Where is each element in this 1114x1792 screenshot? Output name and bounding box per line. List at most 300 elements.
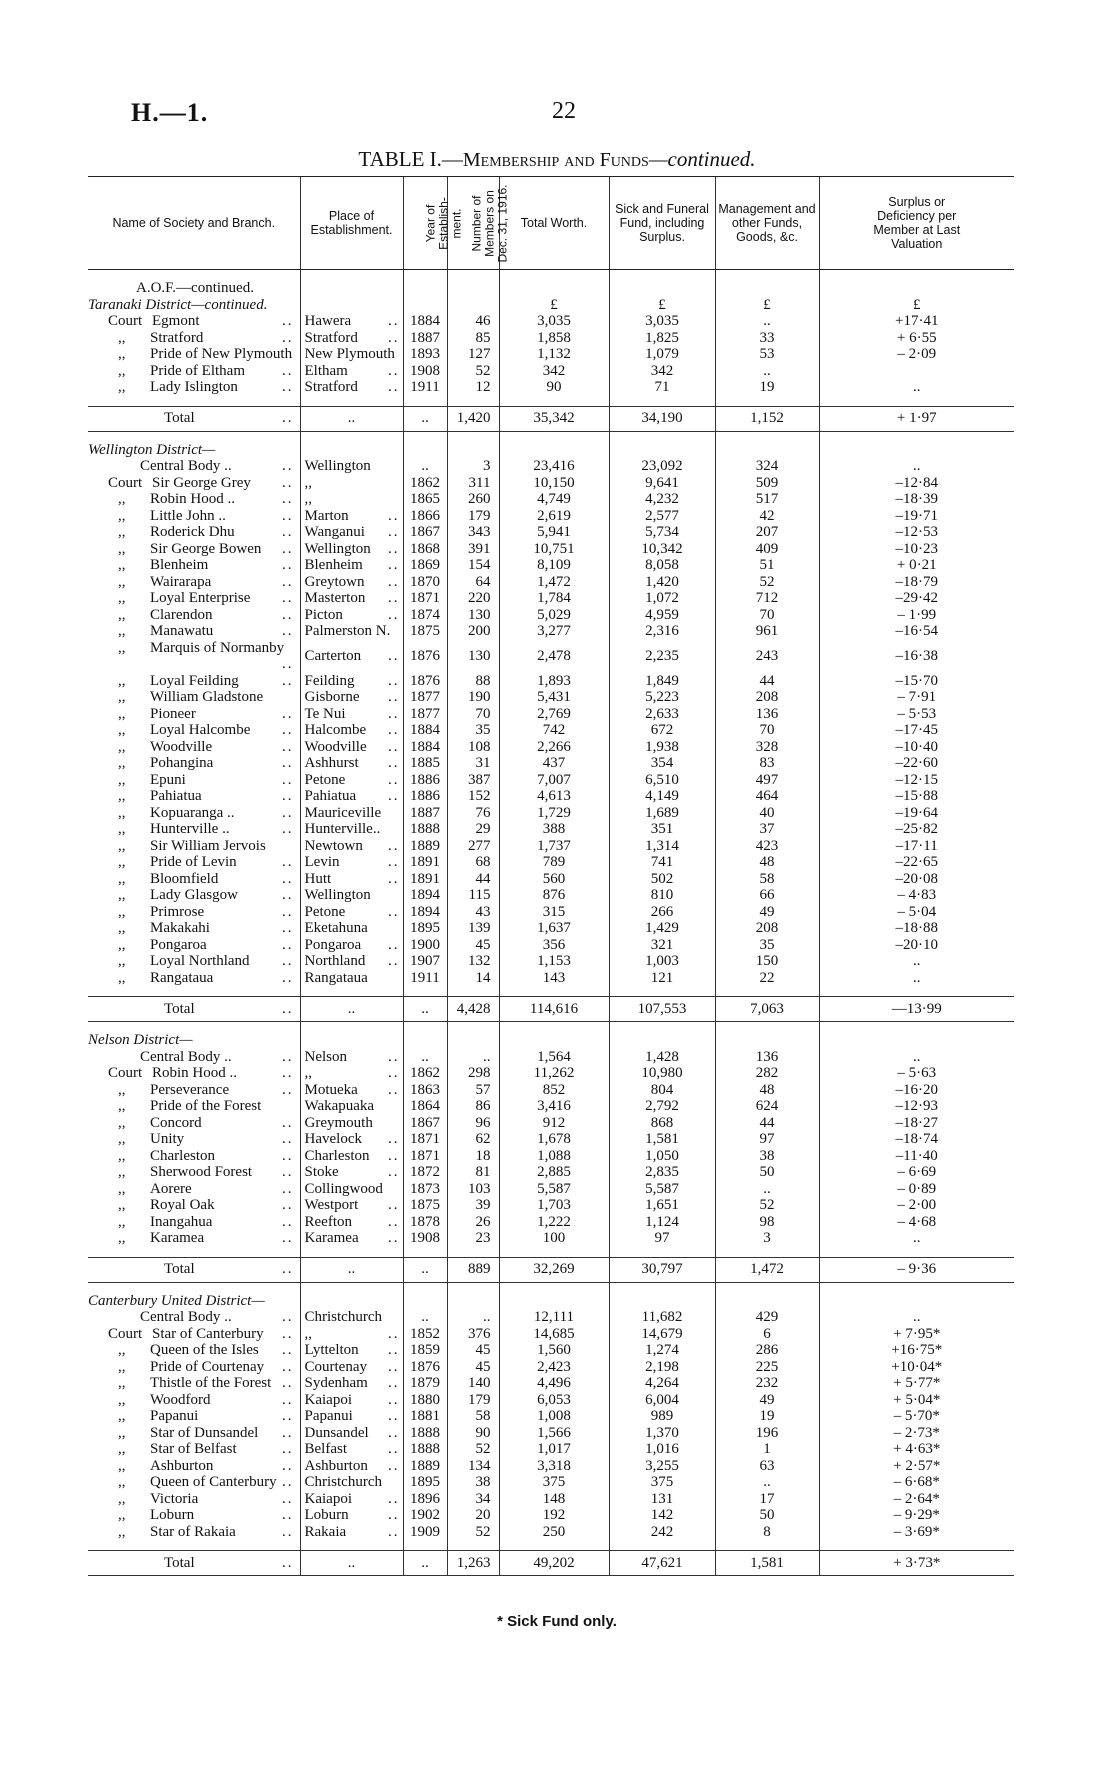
empty-cell xyxy=(300,270,403,281)
place-name: Kaiapoi xyxy=(304,1391,352,1408)
year-cell: 1908 xyxy=(403,1230,447,1247)
management-fund-cell: 70 xyxy=(715,722,819,739)
members-cell: 387 xyxy=(447,772,499,789)
empty-cell xyxy=(300,442,403,459)
empty-cell xyxy=(403,1540,447,1551)
leader-dots: .. xyxy=(282,1180,294,1197)
place-name: Petone xyxy=(304,903,346,920)
management-fund-cell: 208 xyxy=(715,920,819,937)
place-cell xyxy=(300,1181,403,1198)
surplus-cell: –15·70 xyxy=(819,673,1014,690)
branch-name: William Gladstone xyxy=(150,689,264,705)
total-worth-cell: 1,858 xyxy=(499,330,609,347)
management-fund-cell: 232 xyxy=(715,1375,819,1392)
members-cell: 68 xyxy=(447,854,499,871)
sick-fund-cell: 4,232 xyxy=(609,491,715,508)
total-worth-cell: 1,560 xyxy=(499,1342,609,1359)
table-row xyxy=(88,887,1014,904)
place-cell xyxy=(300,821,403,838)
leader-dots: .. xyxy=(282,821,294,837)
table-row xyxy=(88,491,1014,508)
surplus-cell: –17·11 xyxy=(819,838,1014,855)
place-cell xyxy=(300,755,403,772)
place-cell xyxy=(300,1049,403,1066)
branch-name-cell xyxy=(88,1115,300,1132)
year-cell: 1888 xyxy=(403,1441,447,1458)
table-row xyxy=(88,706,1014,723)
year-cell: 1886 xyxy=(403,772,447,789)
surplus-cell: + 4·63* xyxy=(819,1441,1014,1458)
branch-name-cell xyxy=(88,508,300,525)
surplus-cell: – 0·89 xyxy=(819,1181,1014,1198)
place-name: Loburn xyxy=(304,1507,349,1523)
branch-prefix: ,, xyxy=(118,920,126,936)
total-worth-cell: 3,416 xyxy=(499,1098,609,1115)
table-row xyxy=(88,689,1014,706)
branch-name-cell xyxy=(88,458,300,475)
place-name: Dunsandel xyxy=(304,1424,369,1441)
branch-prefix: ,, xyxy=(118,936,126,953)
branch-prefix: ,, xyxy=(118,1213,126,1230)
branch-prefix: ,, xyxy=(118,837,126,854)
surplus-cell: + 2·57* xyxy=(819,1458,1014,1475)
empty-cell xyxy=(447,1247,499,1258)
empty-cell xyxy=(499,431,609,442)
empty-cell xyxy=(447,270,499,281)
management-fund-cell: 409 xyxy=(715,541,819,558)
branch-name: Rangataua xyxy=(150,969,214,986)
place-name: Lyttelton xyxy=(304,1342,359,1358)
management-fund-cell: 3 xyxy=(715,1230,819,1247)
total-label: Total xyxy=(164,1261,195,1278)
members-cell: 179 xyxy=(447,508,499,525)
total-label: Total xyxy=(164,410,195,427)
total-year-cell: .. xyxy=(403,406,447,431)
leader-dots: .. xyxy=(282,1408,294,1424)
leader-dots: .. xyxy=(282,705,294,722)
branch-name: Lady Glasgow xyxy=(150,887,238,903)
surplus-cell: .. xyxy=(819,379,1014,396)
total-label: Total xyxy=(164,1554,195,1571)
table-row xyxy=(88,871,1014,888)
sick-fund-cell: 2,792 xyxy=(609,1098,715,1115)
branch-prefix: ,, xyxy=(118,491,126,507)
leader-dots: .. xyxy=(282,1391,294,1408)
surplus-cell: – 6·69 xyxy=(819,1164,1014,1181)
place-name: Feilding xyxy=(304,672,355,689)
section-heading: A.O.F.—continued. xyxy=(136,280,254,296)
management-fund-cell: 42 xyxy=(715,508,819,525)
branch-prefix: ,, xyxy=(118,1164,126,1180)
management-fund-cell: 429 xyxy=(715,1309,819,1326)
empty-cell xyxy=(715,442,819,459)
total-year-cell: .. xyxy=(403,1551,447,1576)
empty-cell xyxy=(403,297,447,314)
members-cell: 298 xyxy=(447,1065,499,1082)
surplus-cell: –22·65 xyxy=(819,854,1014,871)
place-cell xyxy=(300,1342,403,1359)
branch-name: Loyal Enterprise xyxy=(150,590,251,606)
table-row xyxy=(88,623,1014,640)
surplus-cell: .. xyxy=(819,970,1014,987)
table-row xyxy=(88,1408,1014,1425)
table-title-main: Membership and Funds xyxy=(462,149,649,171)
empty-cell xyxy=(819,986,1014,997)
branch-name: Makakahi xyxy=(150,920,210,936)
members-cell: 12 xyxy=(447,379,499,396)
year-cell: 1875 xyxy=(403,1197,447,1214)
place-name: Te Nui xyxy=(304,705,346,722)
management-fund-cell: 49 xyxy=(715,1392,819,1409)
branch-name-cell xyxy=(88,313,300,330)
branch-name: Clarendon xyxy=(150,606,213,623)
place-cell xyxy=(300,1458,403,1475)
empty-cell xyxy=(819,1540,1014,1551)
place-cell xyxy=(300,330,403,347)
col-header-worth: Total Worth. xyxy=(499,177,609,270)
surplus-cell: –16·20 xyxy=(819,1082,1014,1099)
total-year-cell: .. xyxy=(403,997,447,1022)
leader-dots: .. xyxy=(282,1261,294,1278)
branch-name-cell xyxy=(88,1230,300,1247)
leader-dots: .. xyxy=(282,623,294,639)
members-cell: 31 xyxy=(447,755,499,772)
place-cell xyxy=(300,1230,403,1247)
year-cell: 1888 xyxy=(403,1425,447,1442)
sick-fund-cell: 1,429 xyxy=(609,920,715,937)
table-row xyxy=(88,1441,1014,1458)
year-cell: 1902 xyxy=(403,1507,447,1524)
year-cell: 1863 xyxy=(403,1082,447,1099)
branch-name-cell xyxy=(88,871,300,888)
leader-dots: .. xyxy=(388,1147,400,1164)
total-worth-cell: 375 xyxy=(499,1474,609,1491)
leader-dots: .. xyxy=(282,804,294,821)
table-row xyxy=(88,1082,1014,1099)
management-fund-cell: 423 xyxy=(715,838,819,855)
members-cell: 35 xyxy=(447,722,499,739)
surplus-cell: +17·41 xyxy=(819,313,1014,330)
management-fund-cell: 328 xyxy=(715,739,819,756)
members-cell: 86 xyxy=(447,1098,499,1115)
year-cell: .. xyxy=(403,1309,447,1326)
branch-name-cell xyxy=(88,805,300,822)
year-cell: 1865 xyxy=(403,491,447,508)
sick-fund-cell: 2,235 xyxy=(609,640,715,673)
membership-funds-table xyxy=(88,176,1014,1576)
members-cell: 130 xyxy=(447,640,499,673)
leader-dots: .. xyxy=(388,837,400,854)
branch-name-cell xyxy=(88,590,300,607)
section-heading-row xyxy=(88,442,1014,459)
place-cell xyxy=(300,1507,403,1524)
members-cell: 190 xyxy=(447,689,499,706)
branch-name: Marquis of Normanby xyxy=(150,639,285,656)
branch-name: Central Body .. xyxy=(140,458,232,474)
management-fund-cell: 52 xyxy=(715,1197,819,1214)
col-header-mgmt: Management and other Funds, Goods, &c. xyxy=(715,177,819,270)
leader-dots: .. xyxy=(282,920,294,936)
total-year-cell: .. xyxy=(403,1257,447,1282)
empty-cell xyxy=(715,431,819,442)
branch-prefix: ,, xyxy=(118,1197,126,1213)
sick-fund-cell: 71 xyxy=(609,379,715,396)
members-cell: 154 xyxy=(447,557,499,574)
place-name: Kaiapoi xyxy=(304,1490,352,1507)
leader-dots: .. xyxy=(388,1164,400,1180)
leader-dots: .. xyxy=(388,1375,400,1391)
surplus-cell: – 2·73* xyxy=(819,1425,1014,1442)
empty-cell xyxy=(403,280,447,297)
surplus-cell: – 2·09 xyxy=(819,346,1014,363)
place-cell xyxy=(300,1148,403,1165)
branch-name: Pride of the Forest xyxy=(150,1098,262,1114)
total-worth-cell: 90 xyxy=(499,379,609,396)
branch-prefix: Court xyxy=(108,474,143,491)
members-cell: 29 xyxy=(447,821,499,838)
leader-dots: .. xyxy=(388,1391,400,1408)
empty-cell xyxy=(609,396,715,407)
empty-cell xyxy=(300,986,403,997)
branch-prefix: ,, xyxy=(118,953,126,969)
total-worth-cell: 1,678 xyxy=(499,1131,609,1148)
leader-dots: .. xyxy=(388,313,400,329)
table-row xyxy=(88,508,1014,525)
branch-prefix: ,, xyxy=(118,1523,126,1540)
branch-prefix: ,, xyxy=(118,606,126,623)
year-cell: 1872 xyxy=(403,1164,447,1181)
table-row xyxy=(88,1507,1014,1524)
sick-fund-cell: 741 xyxy=(609,854,715,871)
place-cell xyxy=(300,904,403,921)
empty-cell xyxy=(819,442,1014,459)
management-fund-cell: 961 xyxy=(715,623,819,640)
table-row xyxy=(88,1359,1014,1376)
branch-prefix: ,, xyxy=(118,1441,126,1457)
table-row xyxy=(88,1392,1014,1409)
year-cell: 1884 xyxy=(403,739,447,756)
sick-fund-cell: 1,938 xyxy=(609,739,715,756)
sick-fund-cell: 342 xyxy=(609,363,715,380)
branch-name-cell xyxy=(88,1458,300,1475)
leader-dots: .. xyxy=(282,1213,294,1230)
branch-name: Pongaroa xyxy=(150,936,207,953)
leader-dots: .. xyxy=(282,379,294,395)
sick-fund-cell: 810 xyxy=(609,887,715,904)
sick-fund-cell: 6,004 xyxy=(609,1392,715,1409)
sick-fund-cell: 10,342 xyxy=(609,541,715,558)
members-cell: 45 xyxy=(447,937,499,954)
management-fund-cell: 38 xyxy=(715,1148,819,1165)
branch-name-cell xyxy=(88,1197,300,1214)
leader-dots: .. xyxy=(388,1197,400,1213)
members-cell: 44 xyxy=(447,871,499,888)
year-cell: 1876 xyxy=(403,640,447,673)
management-fund-cell: 19 xyxy=(715,1408,819,1425)
empty-cell xyxy=(499,1282,609,1293)
management-fund-cell: 17 xyxy=(715,1491,819,1508)
sick-fund-cell: 3,255 xyxy=(609,1458,715,1475)
place-name: Papanui xyxy=(304,1408,353,1424)
year-cell: 1894 xyxy=(403,887,447,904)
management-fund-cell: 58 xyxy=(715,871,819,888)
branch-name: Primrose xyxy=(150,903,205,920)
surplus-cell: – 7·91 xyxy=(819,689,1014,706)
management-fund-cell: 48 xyxy=(715,1082,819,1099)
place-name: Charleston xyxy=(304,1147,370,1164)
management-fund-cell: 497 xyxy=(715,772,819,789)
management-fund-cell: 63 xyxy=(715,1458,819,1475)
sick-fund-cell: 1,050 xyxy=(609,1148,715,1165)
empty-cell xyxy=(609,1540,715,1551)
year-cell: 1900 xyxy=(403,937,447,954)
total-worth-cell: 250 xyxy=(499,1524,609,1541)
total-worth-cell: 100 xyxy=(499,1230,609,1247)
place-name: Courtenay xyxy=(304,1358,367,1375)
total-worth-cell: 10,751 xyxy=(499,541,609,558)
sick-fund-cell: 1,428 xyxy=(609,1049,715,1066)
sick-fund-cell: 804 xyxy=(609,1082,715,1099)
total-worth-cell: 35,342 xyxy=(499,406,609,431)
table-row xyxy=(88,904,1014,921)
management-fund-cell: 70 xyxy=(715,607,819,624)
spacer-row xyxy=(88,396,1014,407)
surplus-cell: –10·23 xyxy=(819,541,1014,558)
branch-name-cell xyxy=(88,1392,300,1409)
branch-name-cell xyxy=(88,1441,300,1458)
table-row xyxy=(88,1197,1014,1214)
table-title xyxy=(0,147,1114,172)
year-cell: 1880 xyxy=(403,1392,447,1409)
total-worth-cell: 388 xyxy=(499,821,609,838)
branch-name: Sir George Grey xyxy=(152,474,251,491)
sick-fund-cell: 121 xyxy=(609,970,715,987)
empty-cell xyxy=(88,1247,300,1258)
surplus-cell: –29·42 xyxy=(819,590,1014,607)
total-surplus-cell: + 1·97 xyxy=(819,406,1014,431)
branch-prefix: ,, xyxy=(118,1114,126,1131)
leader-dots: .. xyxy=(282,870,294,887)
total-worth-cell: 2,266 xyxy=(499,739,609,756)
year-cell: 1909 xyxy=(403,1524,447,1541)
members-cell: 76 xyxy=(447,805,499,822)
total-worth-cell: 1,017 xyxy=(499,1441,609,1458)
branch-name-cell xyxy=(88,937,300,954)
sick-fund-cell: 2,633 xyxy=(609,706,715,723)
total-worth-cell: 1,088 xyxy=(499,1148,609,1165)
surplus-cell: – 5·53 xyxy=(819,706,1014,723)
leader-dots: .. xyxy=(282,903,294,920)
leader-dots: .. xyxy=(282,722,294,738)
pound-sign: £ xyxy=(609,297,715,314)
empty-cell xyxy=(300,280,403,297)
management-fund-cell: 282 xyxy=(715,1065,819,1082)
spacer-row xyxy=(88,1540,1014,1551)
place-name: Collingwood xyxy=(304,1180,383,1197)
place-name: Wellington xyxy=(304,540,371,557)
members-cell: 18 xyxy=(447,1148,499,1165)
total-worth-cell: 1,566 xyxy=(499,1425,609,1442)
empty-cell xyxy=(499,1022,609,1033)
sick-fund-cell: 6,510 xyxy=(609,772,715,789)
empty-cell xyxy=(819,1282,1014,1293)
branch-prefix: ,, xyxy=(118,1180,126,1197)
year-cell: 1891 xyxy=(403,871,447,888)
empty-cell xyxy=(300,1032,403,1049)
branch-prefix: ,, xyxy=(118,623,126,639)
empty-cell xyxy=(499,1540,609,1551)
surplus-cell: –15·88 xyxy=(819,788,1014,805)
place-cell xyxy=(300,458,403,475)
table-row xyxy=(88,937,1014,954)
branch-name-cell xyxy=(88,1507,300,1524)
branch-name-cell xyxy=(88,673,300,690)
leader-dots: .. xyxy=(388,722,400,738)
empty-cell xyxy=(403,270,447,281)
table-row xyxy=(88,755,1014,772)
empty-cell xyxy=(819,431,1014,442)
branch-prefix: ,, xyxy=(118,346,126,362)
leader-dots: .. xyxy=(388,705,400,722)
table-row xyxy=(88,970,1014,987)
place-cell xyxy=(300,1392,403,1409)
members-cell: 140 xyxy=(447,1375,499,1392)
year-cell: 1911 xyxy=(403,379,447,396)
management-fund-cell: 136 xyxy=(715,1049,819,1066)
place-name: Wellington xyxy=(304,887,371,903)
members-cell: 62 xyxy=(447,1131,499,1148)
leader-dots: .. xyxy=(282,507,294,524)
place-name: Rakaia xyxy=(304,1523,347,1540)
leader-dots: .. xyxy=(282,656,294,672)
total-worth-cell: 23,416 xyxy=(499,458,609,475)
branch-name-cell xyxy=(88,953,300,970)
sick-fund-cell: 4,149 xyxy=(609,788,715,805)
sick-fund-cell: 3,035 xyxy=(609,313,715,330)
table-row xyxy=(88,590,1014,607)
surplus-cell: – 1·99 xyxy=(819,607,1014,624)
management-fund-cell: .. xyxy=(715,1474,819,1491)
leader-dots: .. xyxy=(282,313,294,329)
year-cell: 1885 xyxy=(403,755,447,772)
total-surplus-cell: + 3·73* xyxy=(819,1551,1014,1576)
empty-cell xyxy=(715,1282,819,1293)
branch-name-cell xyxy=(88,854,300,871)
place-cell xyxy=(300,1408,403,1425)
members-cell: 127 xyxy=(447,346,499,363)
total-worth-cell: 6,053 xyxy=(499,1392,609,1409)
branch-name: Ashburton xyxy=(150,1457,214,1474)
leader-dots: .. xyxy=(282,771,294,788)
table-row xyxy=(88,838,1014,855)
leader-dots: .. xyxy=(282,1490,294,1507)
table-row xyxy=(88,854,1014,871)
sick-fund-cell: 97 xyxy=(609,1230,715,1247)
sick-fund-cell: 5,734 xyxy=(609,524,715,541)
year-cell: 1907 xyxy=(403,953,447,970)
surplus-cell: + 5·04* xyxy=(819,1392,1014,1409)
col-header-year-text: Year of Establish-ment. xyxy=(423,196,463,250)
total-worth-cell: 356 xyxy=(499,937,609,954)
total-members-cell: 4,428 xyxy=(447,997,499,1022)
year-cell: 1875 xyxy=(403,623,447,640)
management-fund-cell: 207 xyxy=(715,524,819,541)
branch-name: Egmont xyxy=(152,313,200,329)
place-name: Wellington xyxy=(304,458,371,474)
pound-sign: £ xyxy=(715,297,819,314)
empty-cell xyxy=(300,396,403,407)
surplus-cell: + 6·55 xyxy=(819,330,1014,347)
